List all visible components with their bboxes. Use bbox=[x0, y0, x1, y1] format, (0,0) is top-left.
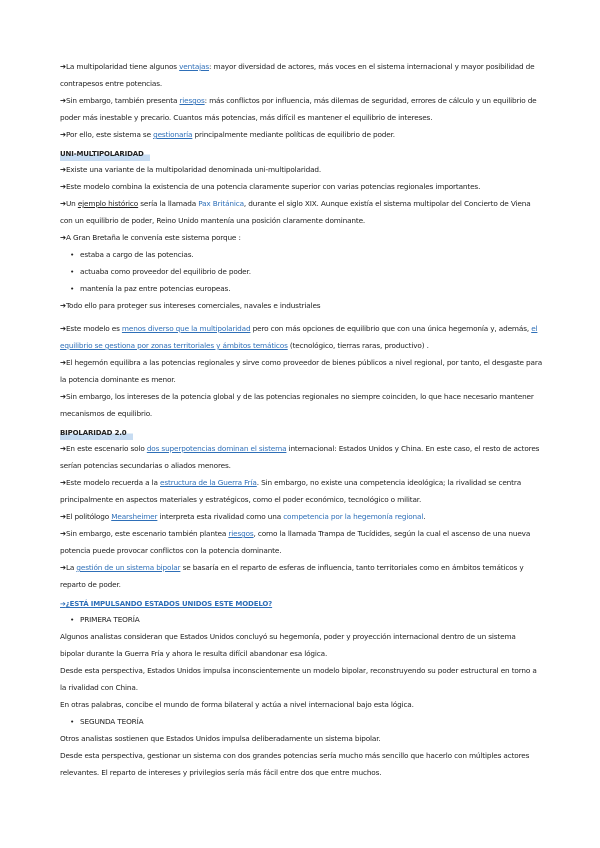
highlight-link[interactable]: el equilibrio se gestiona por zonas territoriales y ámbitos temáticos bbox=[60, 324, 538, 350]
paragraph: ➔Por ello, este sistema se gestionaría principalmente mediante políticas de equilibrio de poder. bbox=[60, 130, 395, 139]
highlight-link[interactable]: riesgos bbox=[179, 96, 205, 105]
arrow-icon: ➔ bbox=[60, 444, 66, 453]
paragraph: ➔El hegemón equilibra a las potencias regionales y sirve como proveedor de bienes públicos a nivel regional, por tanto, el desgaste para la potencia dominante es menor. bbox=[60, 358, 543, 384]
paragraph: ➔El politólogo Mearsheimer interpreta esta rivalidad como una competencia por la hegemonía regional. bbox=[60, 512, 426, 521]
highlight-text: Pax Británica bbox=[198, 199, 244, 208]
list-item: • estaba a cargo de las potencias. bbox=[80, 246, 542, 263]
bullet-list bbox=[60, 611, 542, 628]
arrow-icon: ➔ bbox=[60, 529, 66, 538]
subsection-title: • SEGUNDA TEORÍA bbox=[80, 713, 542, 730]
arrow-icon: ➔ bbox=[60, 301, 66, 310]
paragraph: ➔Todo ello para proteger sus intereses comerciales, navales e industriales bbox=[60, 301, 321, 310]
paragraph: Desde esta perspectiva, gestionar un sistema con dos grandes potencias sería mucho más sencillo que hacerlo con múltiples actores relevantes. El reparto de intereses y privilegios sería más fácil entre dos que entre muchos. bbox=[60, 751, 530, 777]
arrow-icon: ➔ bbox=[60, 96, 66, 105]
bullet-list bbox=[60, 246, 542, 297]
paragraph: ➔Este modelo es menos diverso que la multipolaridad pero con más opciones de equilibrio que con una única hegemonía y, además, el equilibrio se gestiona por zonas territoriales y ámbitos temáticos (tecnológico, tierras raras, productivo) . bbox=[60, 324, 538, 350]
highlight-link[interactable]: estructura de la Guerra Fría bbox=[160, 478, 257, 487]
highlight-link[interactable]: gestión de un sistema bipolar bbox=[76, 563, 181, 572]
paragraph: ➔Sin embargo, los intereses de la potencia global y de las potencias regionales no siempre coinciden, lo que hace necesario mantener mecanismos de equilibrio. bbox=[60, 392, 534, 418]
highlight-link[interactable]: ventajas bbox=[179, 62, 210, 71]
paragraph: ➔La multipolaridad tiene algunos ventajas: mayor diversidad de actores, más voces en el sistema internacional y mayor posibilidad de contrapesos entre potencias. bbox=[60, 62, 535, 88]
bullet-list bbox=[60, 713, 542, 730]
paragraph: ➔Sin embargo, también presenta riesgos: más conflictos por influencia, más dilemas de seguridad, errores de cálculo y un equilibrio de poder más inestable y precario. Cuantos más potencias, más difícil es mantener el equilibrio de intereses. bbox=[60, 96, 537, 122]
arrow-icon: ➔ bbox=[60, 512, 66, 521]
highlight-link[interactable]: Mearsheimer bbox=[111, 512, 158, 521]
list-item: • actuaba como proveedor del equilibrio de poder. bbox=[80, 263, 542, 280]
paragraph: ➔Un ejemplo histórico sería la llamada Pax Británica, durante el siglo XIX. Aunque existía el sistema multipolar del Concierto de Viena con un equilibrio de poder, Reino Unido mantenía una posición claramente dominante. bbox=[60, 199, 531, 225]
paragraph: ➔En este escenario solo dos superpotencias dominan el sistema internacional: Estados Unidos y China. En este caso, el resto de actores serían potencias secundarias o aliados menores. bbox=[60, 444, 540, 470]
highlight-text: competencia por la hegemonía regional bbox=[283, 512, 424, 521]
section-title: UNI-MULTIPOLARIDAD bbox=[60, 147, 150, 161]
arrow-icon: ➔ bbox=[60, 358, 66, 367]
highlight-link[interactable]: gestionaría bbox=[153, 130, 193, 139]
arrow-icon: ➔ bbox=[60, 130, 66, 139]
arrow-icon: ➔ bbox=[60, 324, 66, 333]
paragraph: Algunos analistas consideran que Estados Unidos concluyó su hegemonía, poder y proyección internacional dentro de un sistema bipolar durante la Guerra Fría y ahora le resulta difícil abandonar esa lógica. bbox=[60, 632, 516, 658]
paragraph: ➔La gestión de un sistema bipolar se basaría en el reparto de esferas de influencia, tanto territoriales como en ámbitos temáticos y reparto de poder. bbox=[60, 563, 524, 589]
arrow-icon: ➔ bbox=[60, 62, 66, 71]
highlight-link[interactable]: menos diverso que la multipolaridad bbox=[121, 324, 251, 333]
arrow-icon: ➔ bbox=[60, 182, 66, 191]
list-item: • mantenía la paz entre potencias europeas. bbox=[80, 280, 542, 297]
document-page bbox=[60, 58, 542, 781]
paragraph: Otros analistas sostienen que Estados Unidos impulsa deliberadamente un sistema bipolar. bbox=[60, 734, 381, 743]
arrow-icon: ➔ bbox=[60, 478, 66, 487]
arrow-icon: ➔ bbox=[60, 600, 66, 608]
paragraph: ➔Sin embargo, este escenario también plantea riesgos, como la llamada Trampa de Tucídides, según la cual el ascenso de una nueva potencia puede provocar conflictos con la potencia dominante. bbox=[60, 529, 531, 555]
highlight-link[interactable]: riesgos bbox=[228, 529, 254, 538]
paragraph: En otras palabras, concibe el mundo de forma bilateral y actúa a nivel internacional bajo esta lógica. bbox=[60, 700, 414, 709]
subsection-title: • PRIMERA TEORÍA bbox=[80, 611, 542, 628]
arrow-icon: ➔ bbox=[60, 392, 66, 401]
highlight-link[interactable]: dos superpotencias dominan el sistema bbox=[146, 444, 287, 453]
section-title: ➔¿ESTÁ IMPULSANDO ESTADOS UNIDOS ESTE MODELO? bbox=[60, 600, 273, 608]
paragraph: ➔Este modelo combina la existencia de una potencia claramente superior con varias potencias regionales importantes. bbox=[60, 182, 481, 191]
paragraph: ➔Existe una variante de la multipolaridad denominada uni-multipolaridad. bbox=[60, 165, 322, 174]
arrow-icon: ➔ bbox=[60, 563, 66, 572]
arrow-icon: ➔ bbox=[60, 199, 66, 208]
paragraph: ➔Este modelo recuerda a la estructura de la Guerra Fría. Sin embargo, no existe una competencia ideológica; la rivalidad se centra principalmente en aspectos materiales y estratégicos, como el poder económico, tecnológico o militar. bbox=[60, 478, 522, 504]
paragraph: ➔A Gran Bretaña le convenía este sistema porque : bbox=[60, 233, 241, 242]
arrow-icon: ➔ bbox=[60, 233, 66, 242]
section-title: BIPOLARIDAD 2.0 bbox=[60, 426, 133, 440]
arrow-icon: ➔ bbox=[60, 165, 66, 174]
paragraph: Desde esta perspectiva, Estados Unidos impulsa inconscientemente un modelo bipolar, reconstruyendo su poder estructural en torno a la rivalidad con China. bbox=[60, 666, 537, 692]
